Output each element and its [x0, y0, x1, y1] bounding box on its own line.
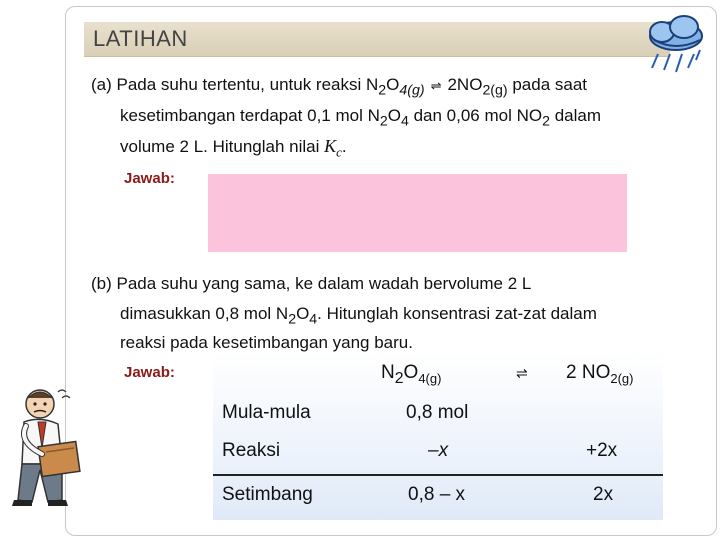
question-a-line-2: kesetimbangan terdapat 0,1 mol $N_2O_4$ dan 0,06 mol $NO_2$ dalam	[120, 106, 602, 130]
question-b-line-1: (b) Pada suhu yang sama, ke dalam wadah bervolume 2 L	[91, 274, 532, 293]
storm-cloud-icon	[640, 10, 712, 82]
question-a-line-1: (a) Pada suhu tertentu, untuk reaksi $N_2O_{4(g)}$ ⇌ $2NO_{2(g)}$ pada saat	[91, 75, 588, 99]
equilibrium-arrow-icon: ⇌	[516, 365, 528, 381]
ice-table-divider	[213, 474, 663, 476]
equilibrium-arrow-icon: ⇌	[430, 78, 442, 93]
question-a-line-3: volume 2 L. Hitunglah nilai $K_c$.	[120, 136, 347, 160]
ice-product-header: 2 $NO_{2(g)}$	[566, 362, 634, 386]
ice-initial-reactant: 0,8 mol	[406, 402, 469, 423]
worker-lifting-box-illustration	[4, 382, 88, 510]
ice-reactant-header: $N_2O_{4(g)}$	[381, 362, 442, 387]
ice-change-reactant: –x	[428, 440, 449, 461]
ice-change-product: +2x	[586, 440, 618, 461]
question-b-line-2: dimasukkan 0,8 mol $N_2O_4$. Hitunglah konsentrasi zat-zat dalam	[120, 304, 597, 328]
answer-label-a: Jawab:	[124, 170, 175, 187]
question-b-line-3: reaksi pada kesetimbangan yang baru.	[120, 333, 413, 352]
answer-label-b: Jawab:	[124, 364, 175, 381]
ice-row-label-initial: Mula-mula	[222, 402, 311, 423]
answer-box-a	[208, 174, 627, 252]
ice-row-label-equilibrium: Setimbang	[222, 484, 313, 505]
ice-row-label-change: Reaksi	[222, 440, 281, 461]
ice-equilibrium-product: 2x	[593, 484, 614, 505]
slide-title: LATIHAN	[93, 26, 188, 51]
ice-equilibrium-reactant: 0,8 – x	[408, 484, 466, 505]
